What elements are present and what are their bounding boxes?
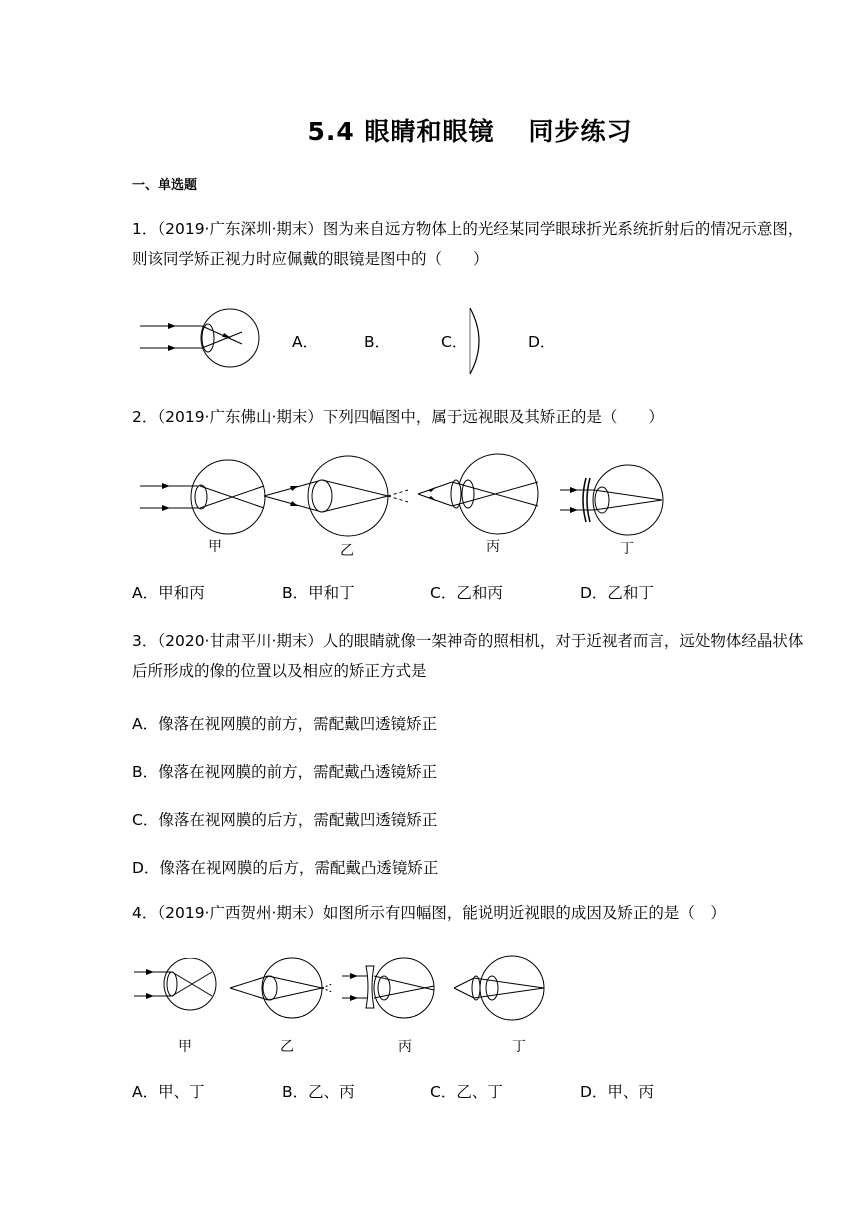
q1-option-c-lens <box>466 306 486 376</box>
q4-figure-jia <box>132 958 224 1024</box>
q1-option-b[interactable]: B． <box>364 333 391 351</box>
q2-option-d[interactable]: D．乙和丁 <box>580 584 654 602</box>
q3-option-a[interactable]: A．像落在视网膜的前方，需配戴凹透镜矫正 <box>132 715 438 733</box>
q4-label-bing: 丙 <box>398 1039 412 1055</box>
question-1-text: 1．（2019·广东深圳·期末）图为来自远方物体上的光经某同学眼球折光系统折射后的情况示意图，则该同学矫正视力时应佩戴的眼镜是图中的（ ） <box>132 220 804 268</box>
page-title <box>0 112 860 148</box>
q2-option-a[interactable]: A．甲和丙 <box>132 584 205 602</box>
q4-figure-ding <box>450 952 552 1024</box>
q1-option-a[interactable]: A． <box>292 333 319 351</box>
q4-label-yi: 乙 <box>280 1039 294 1055</box>
q2-figure-ding <box>558 460 668 540</box>
q3-option-d[interactable]: D．像落在视网膜的后方，需配戴凸透镜矫正 <box>132 859 439 877</box>
q4-figure-bing <box>340 954 442 1024</box>
title-main: 5.4 眼睛和眼镜 <box>307 117 495 146</box>
question-2-text: 2．（2019·广东佛山·期末）下列四幅图中，属于远视眼及其矫正的是（ ） <box>132 408 664 426</box>
q3-option-c[interactable]: C．像落在视网膜的后方，需配戴凹透镜矫正 <box>132 811 438 829</box>
q2-label-bing: 丙 <box>486 539 500 555</box>
q4-option-b[interactable]: B．乙、丙 <box>282 1083 355 1101</box>
question-3-text: 3．（2020·甘肃平川·期末）人的眼睛就像一架神奇的照相机，对于近视者而言，远处物体经晶状体后所形成的像的位置以及相应的矫正方式是 <box>132 632 804 680</box>
question-4-text: 4．（2019·广西贺州·期末）如图所示有四幅图，能说明近视眼的成因及矫正的是（ ） <box>132 904 726 922</box>
q2-option-c[interactable]: C．乙和丙 <box>430 584 503 602</box>
q2-figure-yi <box>262 452 412 542</box>
q4-option-d[interactable]: D．甲、丙 <box>580 1083 654 1101</box>
section-heading: 一、单选题 <box>132 178 198 193</box>
q1-option-d[interactable]: D． <box>528 333 556 351</box>
q2-label-yi: 乙 <box>340 543 354 559</box>
q4-label-jia: 甲 <box>178 1039 192 1055</box>
q4-label-ding: 丁 <box>512 1039 526 1055</box>
title-sub: 同步练习 <box>528 117 633 146</box>
q2-label-jia: 甲 <box>208 539 222 555</box>
q2-option-b[interactable]: B．甲和丁 <box>282 584 355 602</box>
q4-figure-yi <box>228 954 334 1024</box>
q1-option-c[interactable]: C． <box>441 333 468 351</box>
q4-option-a[interactable]: A．甲、丁 <box>132 1083 205 1101</box>
q2-label-ding: 丁 <box>620 541 634 557</box>
q4-option-c[interactable]: C．乙、丁 <box>430 1083 503 1101</box>
q3-option-b[interactable]: B．像落在视网膜的前方，需配戴凸透镜矫正 <box>132 763 438 781</box>
q2-figure-jia <box>138 456 268 538</box>
q2-figure-bing <box>414 450 544 540</box>
q1-eye-diagram <box>138 300 263 380</box>
